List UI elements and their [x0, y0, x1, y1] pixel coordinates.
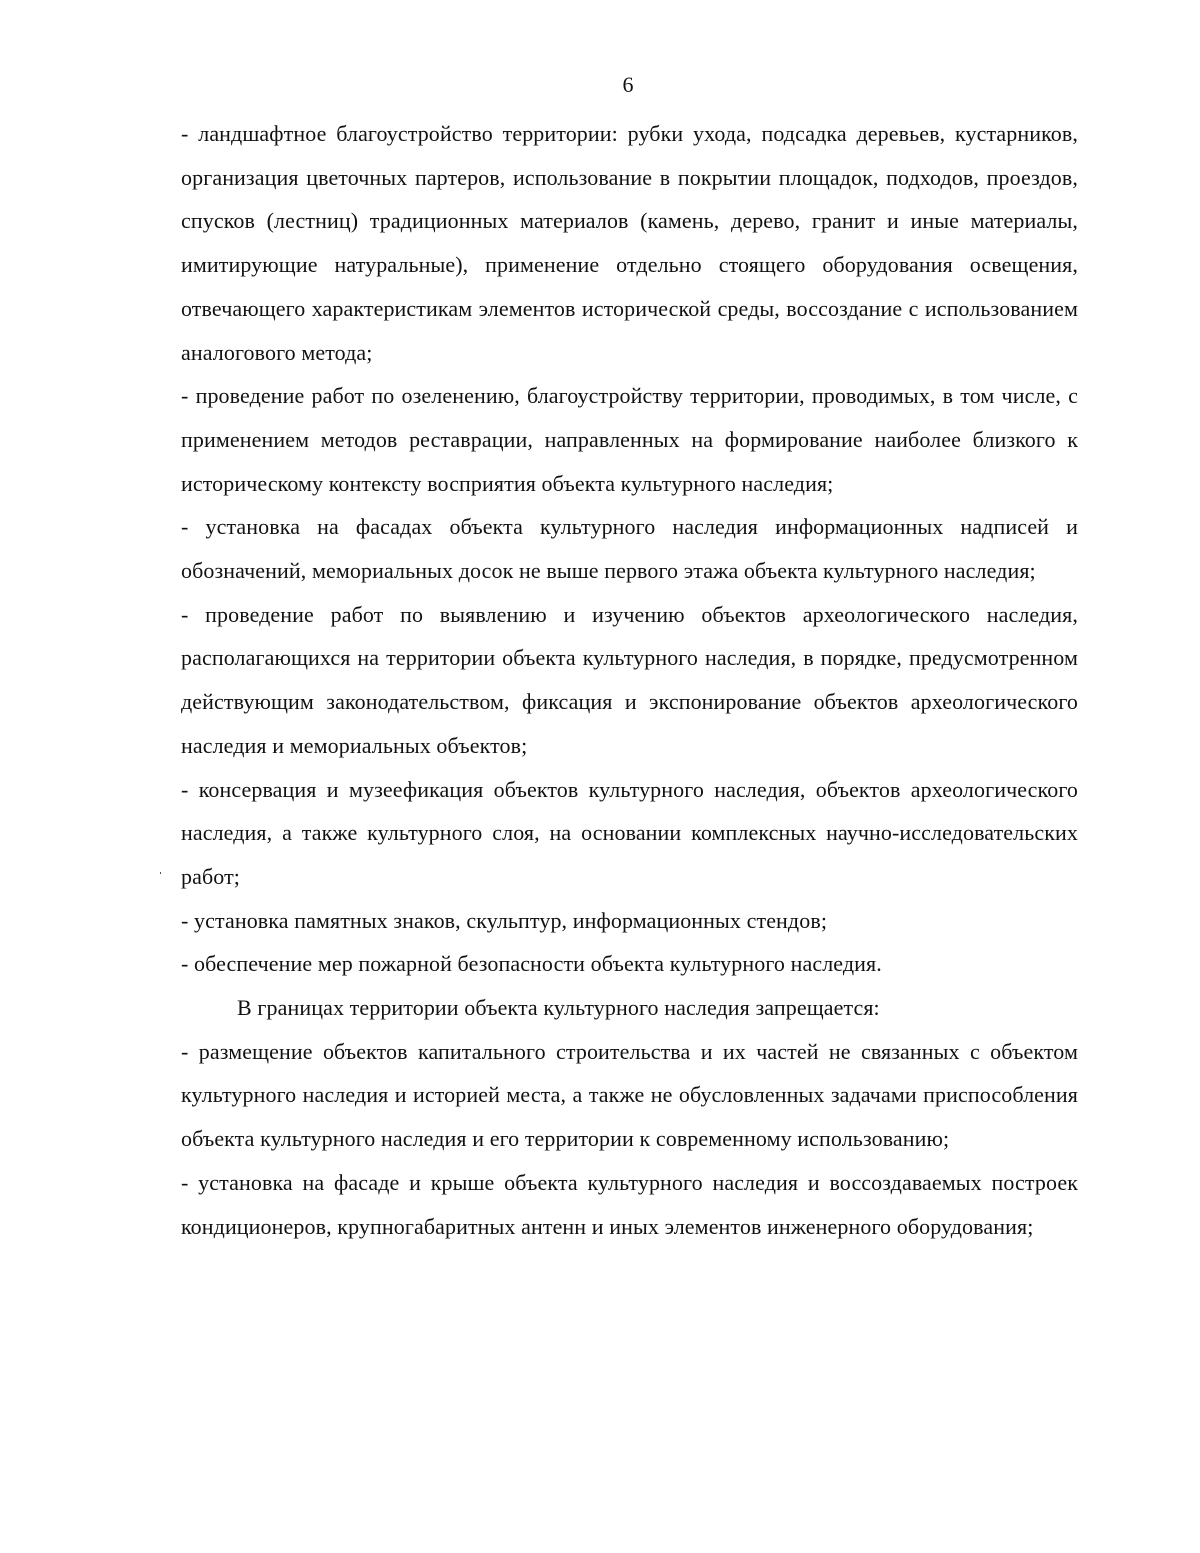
scan-artifact: [160, 872, 161, 874]
document-body: [181, 112, 1078, 1248]
paragraph-archaeology-works: - проведение работ по выявлению и изучению объектов археологического наследия, располагающихся на территории объекта культурного наследия, в порядке, предусмотренном действующим законодательством, фиксация и экспонирование объектов археологического наследия и мемориальных объектов;: [181, 601, 1078, 758]
page-number: 6: [622, 72, 634, 97]
paragraph-facade-signs: - установка на фасадах объекта культурного наследия информационных надписей и обозначений, мемориальных досок не выше первого этажа объекта культурного наследия;: [181, 514, 1078, 584]
paragraph-capital-construction: - размещение объектов капитального строительства и их частей не связанных с объектом культурного наследия и историей места, а также не обусловленных задачами приспособления объекта культурного наследия и его территории к современному использованию;: [181, 1038, 1078, 1152]
paragraph-memorial-signs: - установка памятных знаков, скульптур, информационных стендов;: [181, 907, 828, 933]
paragraph-conservation: - консервация и музеефикация объектов культурного наследия, объектов археологического наследия, а также культурного слоя, на основании комплексных научно-исследовательских работ;: [181, 776, 1078, 889]
paragraph-landscaping: - ландшафтное благоустройство территории: рубки ухода, подсадка деревьев, кустарников, организация цветочных партеров, использование в покрытии площадок, подходов, проездов, спусков (лестниц) традиционных материалов (камень, дерево, гранит и иные материалы, имитирующие натуральные), применение отдельно стоящего оборудования освещения, отвечающего характеристикам элементов исторической среды, воссоздание с использованием аналогового метода;: [181, 121, 1078, 365]
paragraph-greening-works: - проведение работ по озеленению, благоустройству территории, проводимых, в том числе, с применением методов реставрации, направленных на формирование наиболее близкого к историческому контексту восприятия объекта культурного наследия;: [181, 383, 1078, 496]
paragraph-prohibitions-heading: В границах территории объекта культурного наследия запрещается:: [237, 995, 880, 1021]
paragraph-engineering-equipment: - установка на фасаде и крыше объекта культурного наследия и воссоздаваемых построек кондиционеров, крупногабаритных антенн и иных элементов инженерного оборудования;: [181, 1169, 1078, 1239]
paragraph-fire-safety: - обеспечение мер пожарной безопасности объекта культурного наследия.: [181, 951, 882, 977]
